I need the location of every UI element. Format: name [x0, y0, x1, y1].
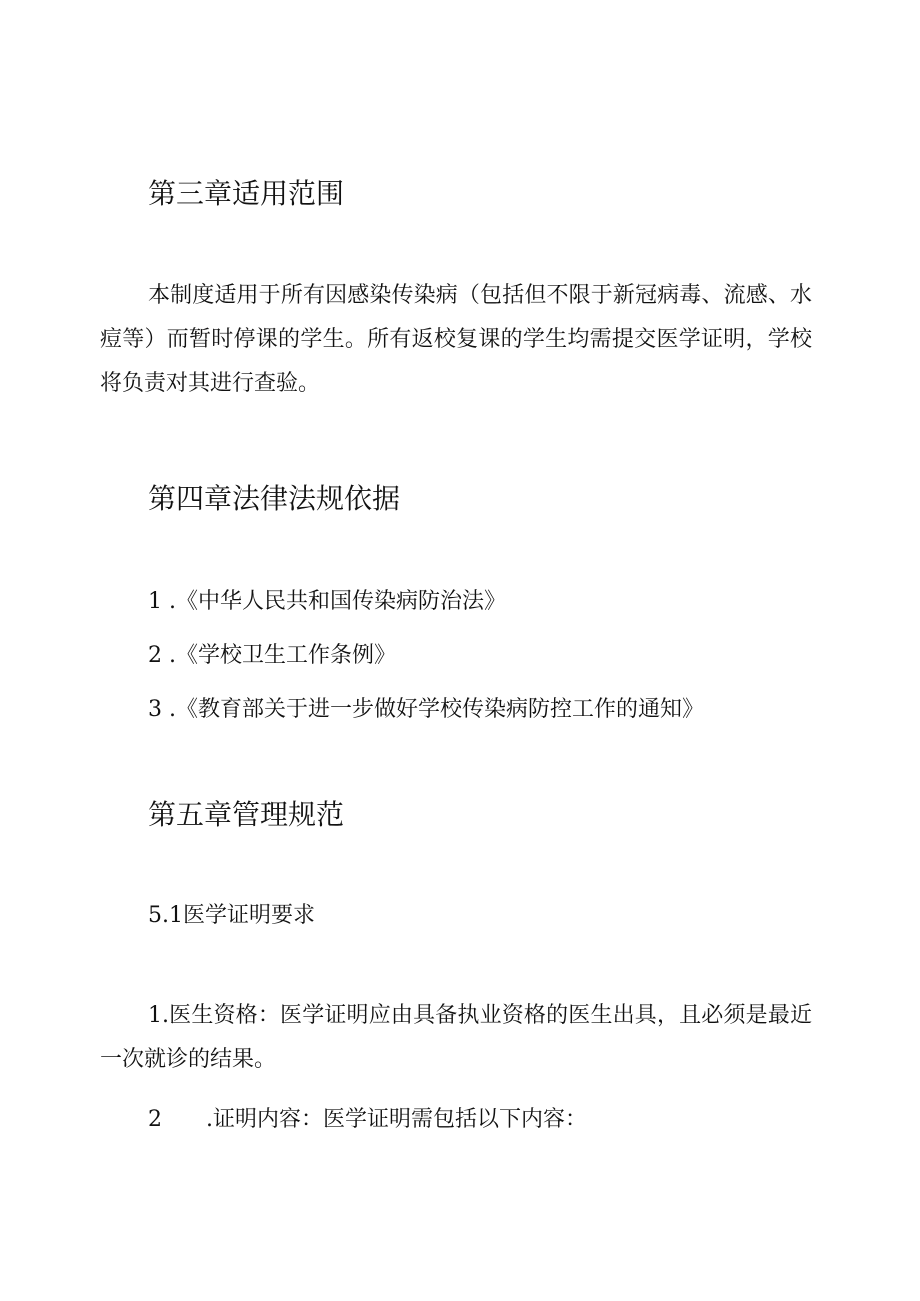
law-list-item-1	[148, 587, 506, 617]
requirement-item-1-text: .医生资格：医学证明应由具备执业资格的医生出具，且必须是最近一次就诊的结果。	[100, 1003, 812, 1072]
chapter-3-body: 本制度适用于所有因感染传染病（包括但不限于新冠病毒、流感、水痘等）而暂时停课的学生。所有返校复课的学生均需提交医学证明，学校将负责对其进行查验。	[100, 283, 812, 396]
law-list-item-3-number: 3	[148, 697, 162, 722]
requirement-item-2-number: 2	[148, 1107, 162, 1132]
law-list-item-2	[148, 641, 396, 671]
law-list-item-3	[148, 695, 704, 725]
chapter-4-title: 第四章法律法规依据	[148, 482, 401, 515]
section-5-1-title: 5.1医学证明要求	[148, 903, 315, 928]
chapter-5-title: 第五章管理规范	[148, 798, 345, 831]
requirement-item-1-number: 1	[148, 1003, 162, 1028]
requirement-item-2-text: .证明内容：医学证明需包括以下内容：	[206, 1107, 587, 1132]
requirement-item-2	[148, 1105, 587, 1135]
chapter-3-title: 第三章适用范围	[148, 177, 345, 210]
law-list-item-1-text: .《中华人民共和国传染病防治法》	[169, 589, 506, 614]
law-list-item-2-number: 2	[148, 643, 162, 668]
law-list-item-3-text: .《教育部关于进一步做好学校传染病防控工作的通知》	[169, 697, 704, 722]
requirement-item-1	[100, 994, 812, 1082]
law-list-item-2-text: .《学校卫生工作条例》	[169, 643, 396, 668]
law-list-item-1-number: 1	[148, 589, 162, 614]
